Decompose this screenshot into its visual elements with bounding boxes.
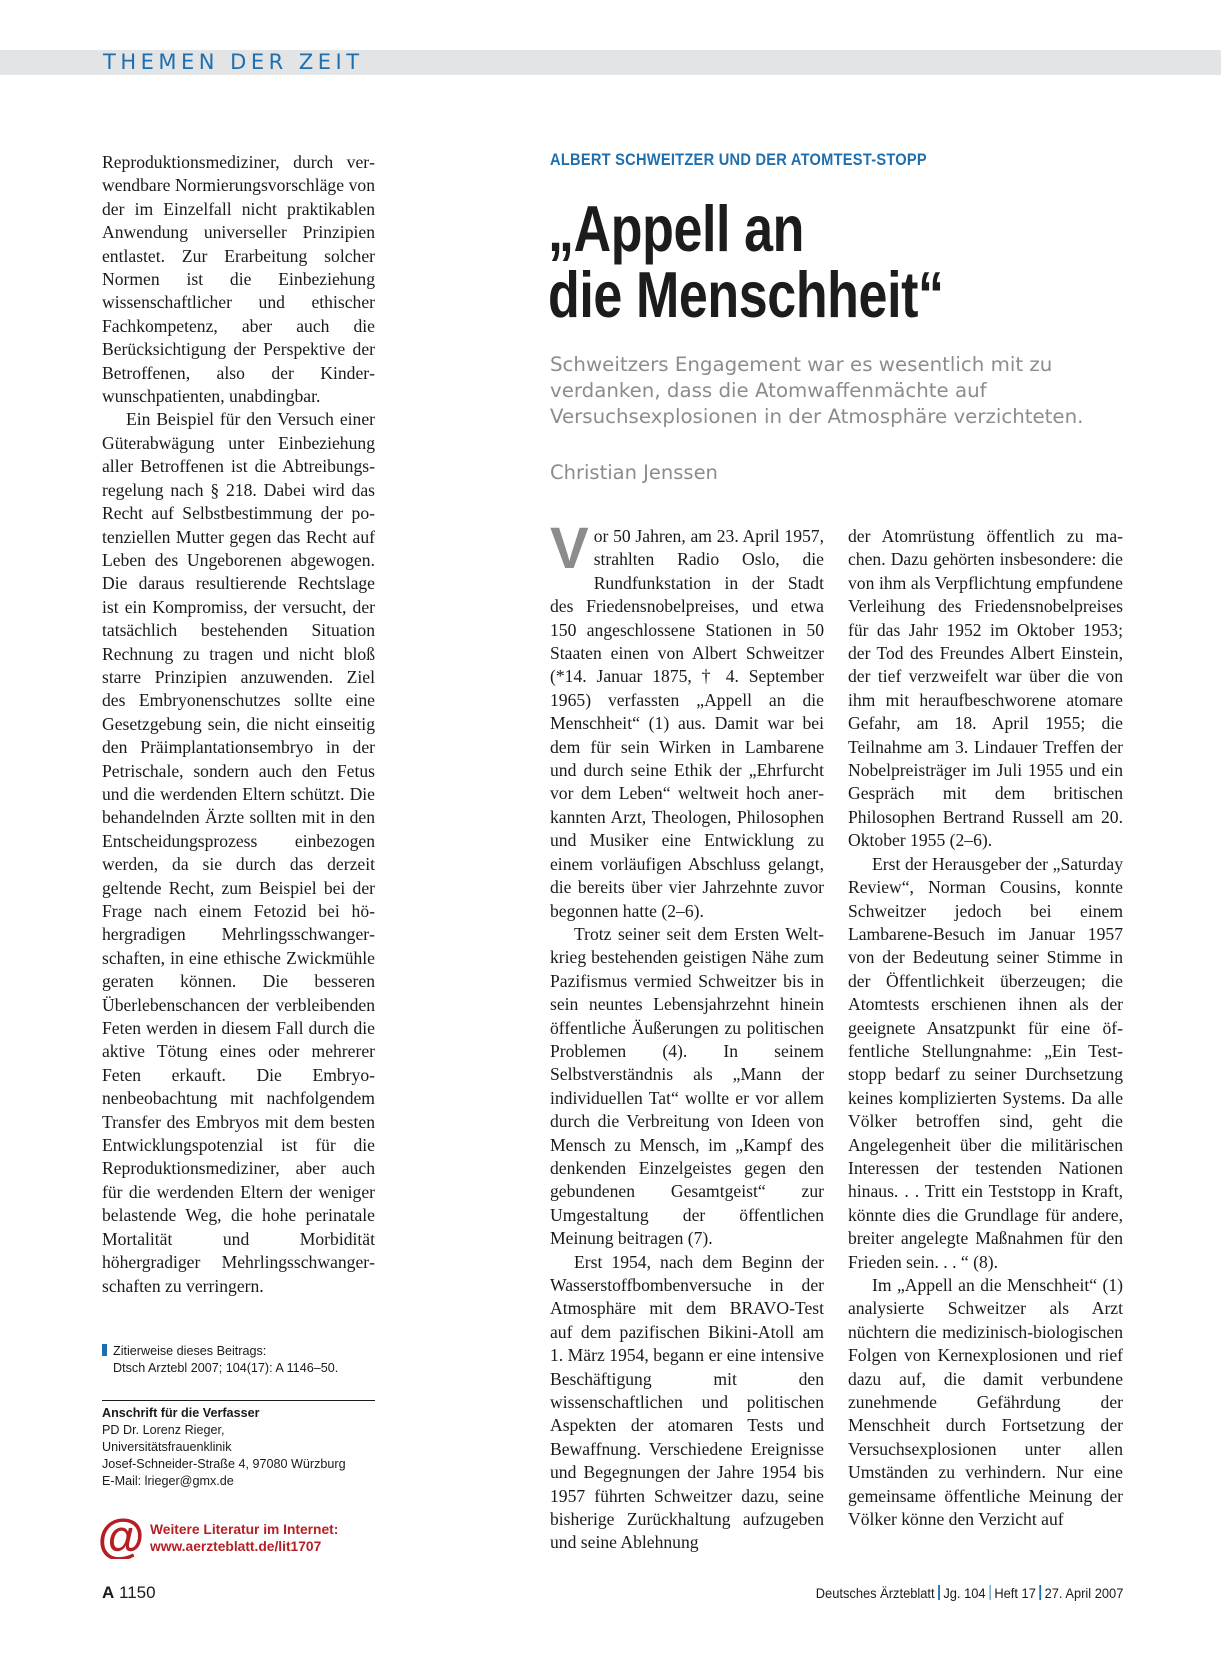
journal-date: 27. April 2007 xyxy=(1044,1585,1123,1601)
footer-separator xyxy=(1039,1585,1040,1600)
svg-text:@: @ xyxy=(98,1513,144,1559)
section-label: THEMEN DER ZEIT xyxy=(103,50,364,74)
paragraph: Erst der Herausgeber der „Saturday Review“, Norman Cousins, konnte Schweitzer jedoch bei einem Lambarene-Besuch im Januar 1957 von der Bedeutung seiner Stimme in der Öffentlichkeit überzeugen; die Atomtests erschienen ihnen als der geeignete Ansatzpunkt für eine öffentliche Stellungnahme: „Ein Teststopp bedarf zu seiner Durchsetzung keines komplizierten Systems. Da alle Völker betroffen sind, geht die Angelegenheit über die militärischen Interessen der testenden Nationen hinaus. . . Tritt ein Teststopp in Kraft, könnte dies die Grundlage für andere, breiter angelegte Maßnahmen für den Frieden sein. . . “ (8). xyxy=(848,853,1123,1272)
author-address xyxy=(102,1405,346,1490)
paragraph: Reproduktionsmediziner, durch verwendbare Normierungsvorschläge von der im Einzelfall nicht praktikablen Anwendung universeller Prinzipien entlastet. Zur Erarbeitung solcher Normen ist die Einbeziehung wissenschaftlicher und ethischer Fachkompetenz, aber auch die Berücksichtigung der Perspektive der Betroffenen, also der Kinderwunschpatienten, unabdingbar. xyxy=(102,152,375,407)
drop-cap: V xyxy=(550,516,589,581)
address-line: PD Dr. Lorenz Rieger, xyxy=(102,1423,225,1437)
web-literature-label: Weitere Literatur im Internet: xyxy=(150,1522,339,1537)
paragraph: Erst 1954, nach dem Beginn der Wasserstoffbombenversuche in der Atmosphäre mit dem BRAVO-Test auf dem pazifischen Bikini-Atoll am 1. März 1954, begann er eine intensive Beschäftigung mit den wissenschaftlichen und politischen Aspekten der atomaren Tests und Bewaffnung. Verschiedene Ereignisse und Begegnungen der Jahre 1954 bis 1957 führten Schweitzer dazu, seine bisherige Zurückhaltung aufzugeben und seine Ablehnung xyxy=(550,1251,824,1553)
article-kicker: ALBERT SCHWEITZER UND DER ATOMTEST-STOPP xyxy=(550,150,927,169)
title-line: „Appell an xyxy=(548,192,805,265)
title-line: die Menschheit“ xyxy=(548,258,944,331)
footer-separator xyxy=(938,1585,939,1600)
paragraph: Im „Appell an die Menschheit“ (1) analysierte Schweitzer als Arzt nüchtern die medizinisch-biologischen Folgen von Kernexplosionen und rief dazu auf, die damit verbundene zunehmende Gefährdung der Menschheit durch Fortsetzung der Versuchsexplosionen unter allen Umständen zu verhindern. Nur eine gemeinsame öffentliche Meinung der Völker könne den Verzicht auf xyxy=(848,1275,1123,1530)
article-subtitle: Schweitzers Engagement war es wesentlich mit zu verdanken, dass die Atomwaffenmächte auf Versuchsexplosionen in der Atmosphäre verzichteten. xyxy=(550,353,1084,428)
web-literature-text xyxy=(150,1521,338,1555)
paragraph: der Atomrüstung öffentlich zu machen. Dazu gehörten insbesondere: die von ihm als Verpflichtung empfundene Verleihung des Friedensnobelpreises für das Jahr 1952 im Oktober 1953; der Tod des Freundes Albert Einstein, der tief verzweifelt war über die von ihm mit heraufbeschworene atomare Gefahr, am 18. April 1955; die Teilnahme am 3. Lindauer Treffen der Nobelpreisträger im Juli 1955 und ein Gespräch mit dem britischen Philosophen Bertrand Russell am 20. Oktober 1955 (2–6). xyxy=(848,526,1123,851)
page-prefix: A xyxy=(102,1583,115,1602)
page-number-value: 1150 xyxy=(119,1583,156,1602)
citation-label: Zitierweise dieses Beitrags: xyxy=(113,1344,267,1358)
divider xyxy=(102,1400,375,1401)
citation-note xyxy=(102,1343,338,1377)
address-line: Josef-Schneider-Straße 4, 97080 Würzburg xyxy=(102,1457,346,1471)
article-column-2 xyxy=(848,525,1123,1531)
citation-reference: Dtsch Arztebl 2007; 104(17): A 1146–50. xyxy=(113,1361,339,1375)
address-line: Universitätsfrauenklinik xyxy=(102,1440,232,1454)
web-literature-link[interactable]: www.aerzteblatt.de/lit1707 xyxy=(150,1539,322,1554)
journal-issue: Heft 17 xyxy=(993,1585,1036,1601)
citation-marker xyxy=(102,1344,107,1356)
paragraph xyxy=(550,516,824,923)
article-title xyxy=(548,192,944,331)
article-author: Christian Jenssen xyxy=(550,461,718,484)
paragraph: Ein Beispiel für den Versuch einer Güterabwägung unter Einbeziehung aller Betroffenen ist die Abtreibungsregelung nach § 218. Dabei wird das Recht auf Selbstbestimmung der potenziellen Mutter gegen das Recht auf Leben des Ungeborenen abgewogen. Die daraus resultierende Rechtslage ist ein Kompromiss, der versucht, der tatsächlich bestehenden Situation Rechnung zu tragen und nicht bloß starre Prinzipien anzuwenden. Ziel des Embryonenschutzes sollte eine Gesetzgebung sein, die nicht einseitig den Präimplantationsembryo in der Petrischale, sondern auch den Fetus und die werdenden Eltern schützt. Die behandelnden Ärzte sollten mit in den Entscheidungsprozess einbezogen werden, da sie durch das derzeit geltende Recht, zum Beispiel bei der Frage nach einem Fetozid bei höhergradigen Mehrlingsschwangerschaften, in eine ethische Zwickmühle geraten können. Die besseren Überlebenschancen der verbleibenden Feten werden in diesem Fall durch die aktive Tötung eines oder mehrerer Feten erkauft. Die Embryonenbeobachtung mit nachfolgendem Transfer des Embryos mit dem besten Entwicklungspotenzial ist für die Reproduktionsmediziner, aber auch für die werdenden Eltern der weniger belastende Weg, die hohe perinatale Mortalität und Morbidität höhergradiger Mehrlingsschwangerschaften zu verringern. xyxy=(102,409,375,1296)
journal-volume: Jg. 104 xyxy=(942,1585,986,1601)
paragraph-text: or 50 Jahren, am 23. April 1957, strahlten Radio Oslo, die Rundfunkstation in der Stadt des Friedensnobelpreises, und etwa 150 angeschlossene Stationen in 50 Staaten einen von Albert Schweitzer (*14. Januar 1875, † 4. September 1965) verfassten „Appell an die Menschheit“ (1) aus. Damit war bei dem für sein Wirken in Lambarene und durch seine Ethik der „Ehrfurcht vor dem Leben“ weltweit hoch anerkannten Arzt, Theologen, Philosophen und Musiker eine Entwicklung zu einem vorläufigen Abschluss gelangt, die bereits über vier Jahrzehnte zuvor begonnen hatte (2–6). xyxy=(550,526,824,921)
at-icon xyxy=(98,1513,144,1559)
footer-separator xyxy=(989,1585,990,1600)
address-heading: Anschrift für die Verfasser xyxy=(102,1406,260,1420)
journal-name: Deutsches Ärzteblatt xyxy=(815,1585,935,1601)
paragraph: Trotz seiner seit dem Ersten Weltkrieg bestehenden geistigen Nähe zum Pazifismus vermied Schweitzer bis in sein neuntes Lebensjahrzehnt hinein öffentliche Äußerungen zu politischen Problemen (4). In seinem Selbstverständnis als „Mann der individuellen Tat“ wollte er vor allem durch die Verbreitung von Ideen von Mensch zu Mensch, im „Kampf des denkenden Einzelgeistes gegen den gebundenen Gesamtgeist“ zur Umgestaltung der öffentlichen Meinung beitragen (7). xyxy=(550,923,824,1249)
web-literature-box xyxy=(98,1513,378,1559)
left-column xyxy=(102,151,375,1298)
article-column-1 xyxy=(550,516,824,1555)
email-address[interactable]: E-Mail: lrieger@gmx.de xyxy=(102,1474,234,1488)
journal-footer xyxy=(815,1585,1123,1601)
page-number xyxy=(102,1583,156,1603)
